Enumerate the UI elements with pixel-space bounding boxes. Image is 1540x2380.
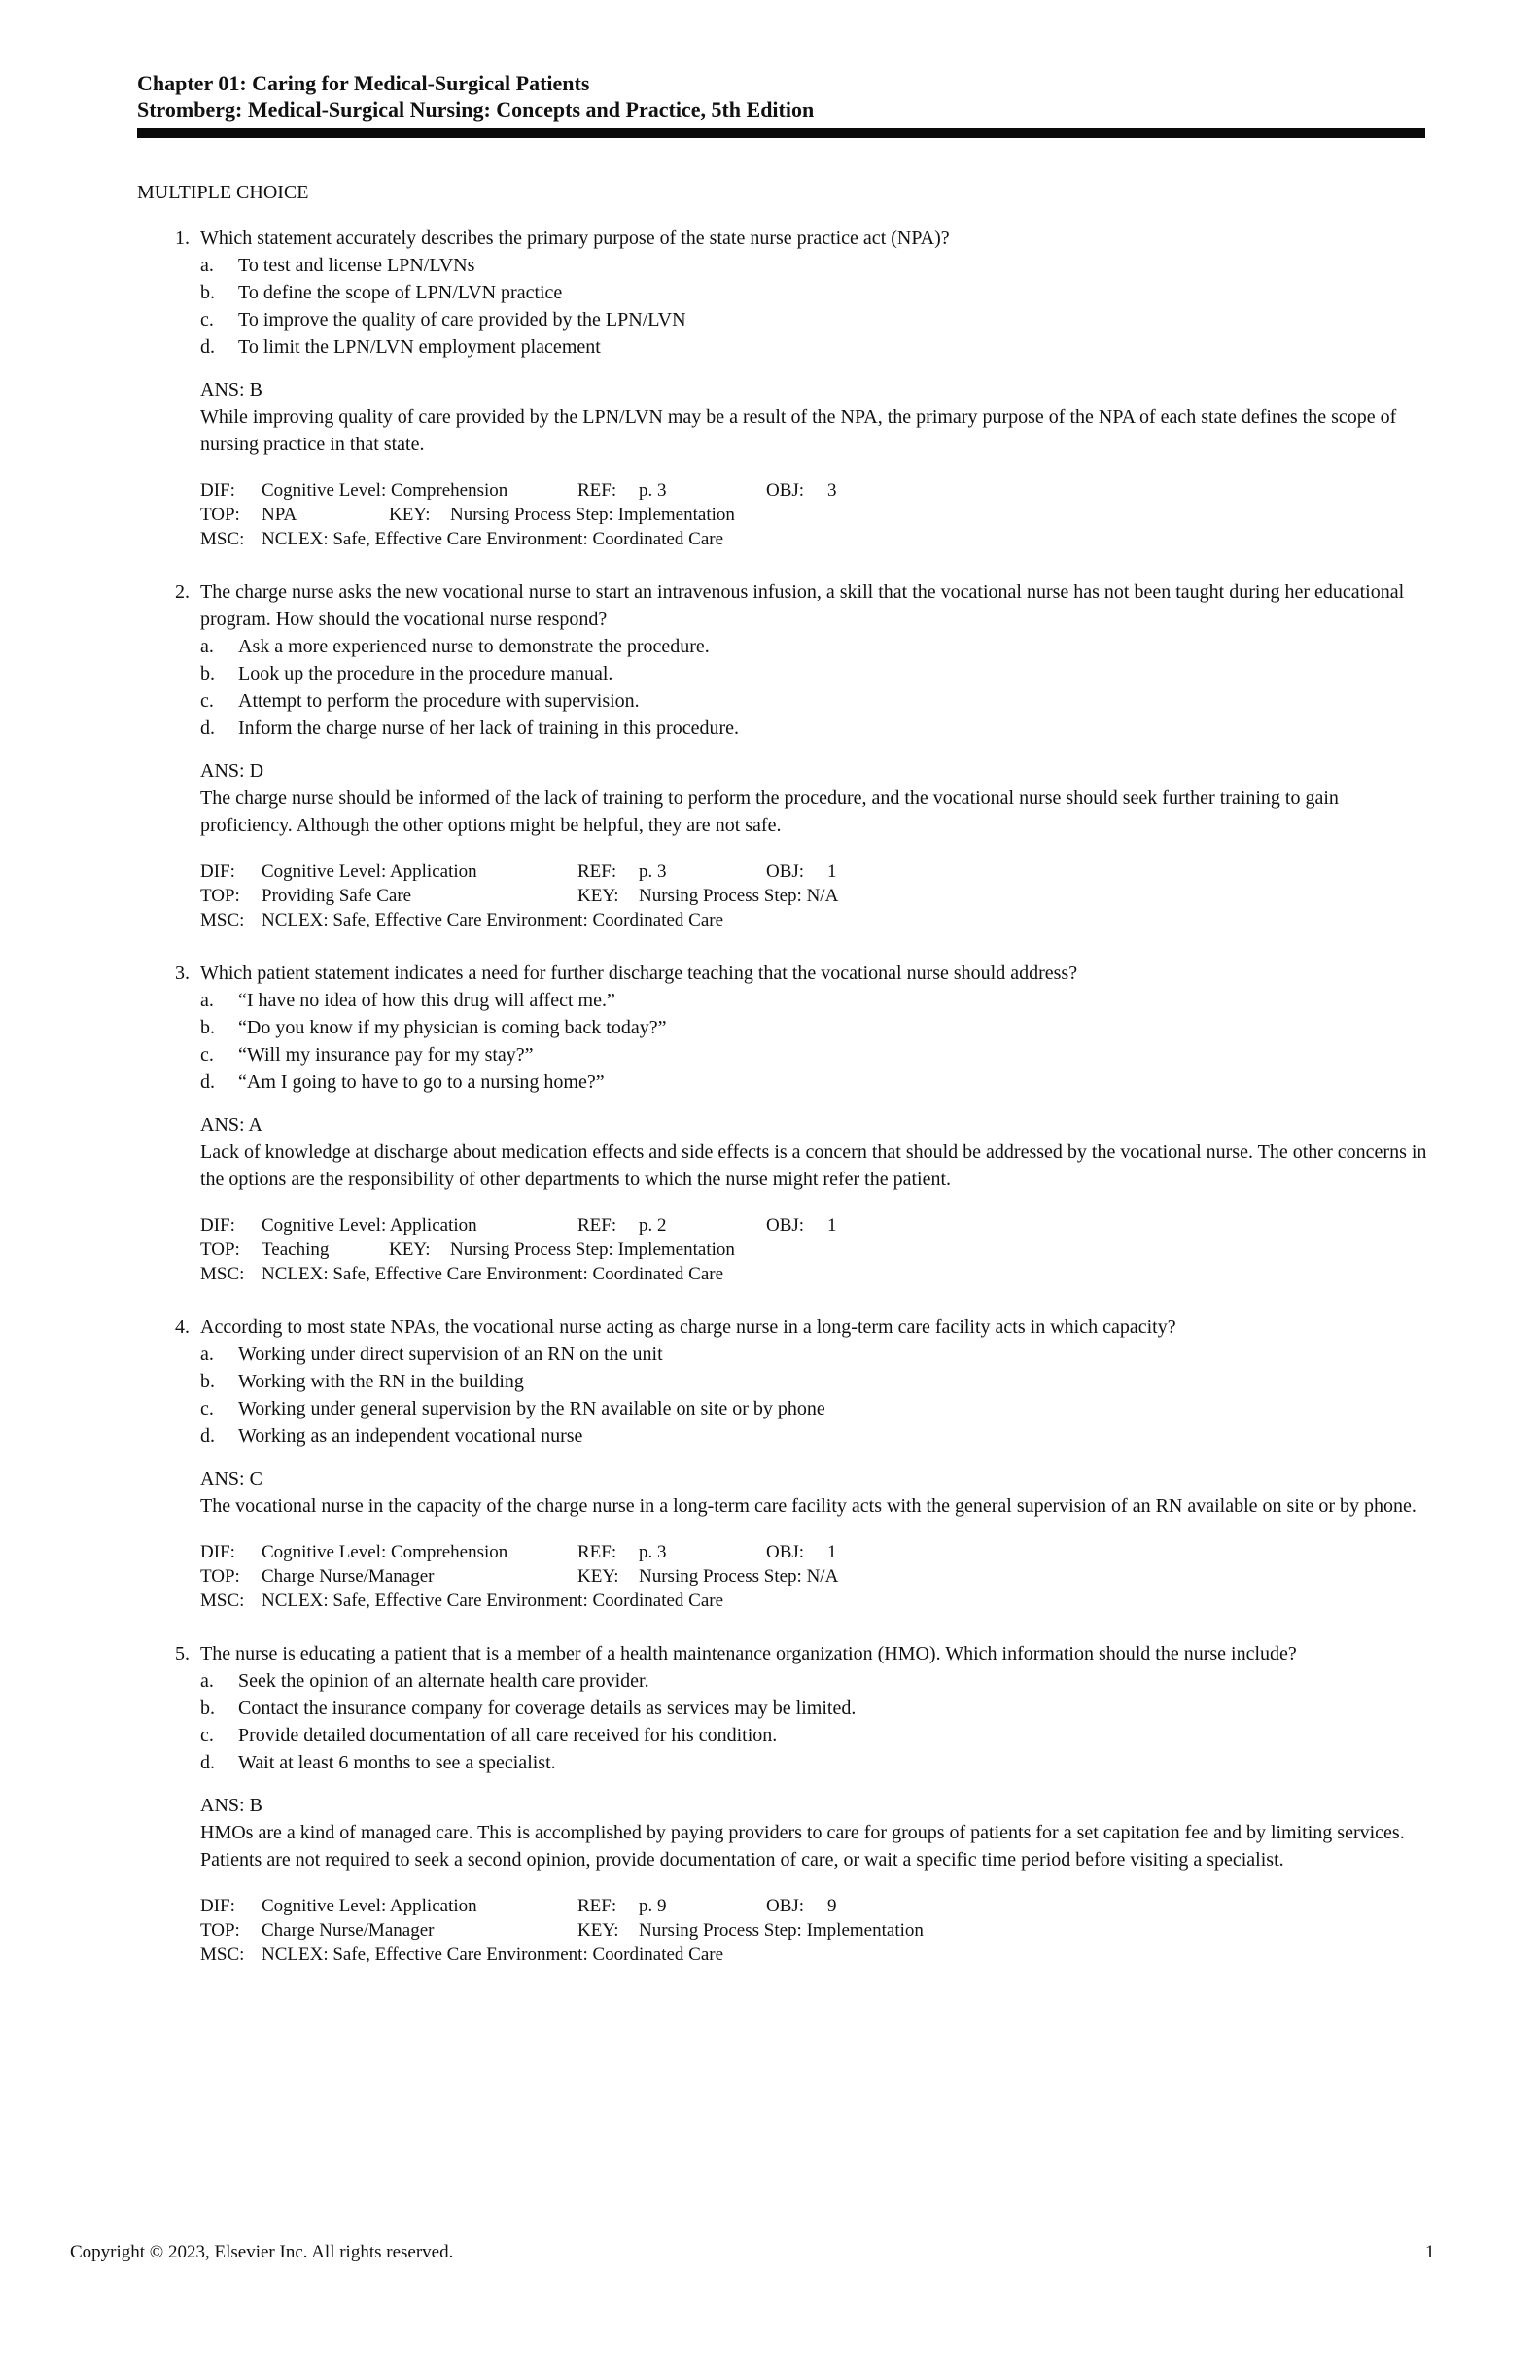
book-title: Stromberg: Medical-Surgical Nursing: Concepts and Practice, 5th Edition [137, 97, 815, 122]
option-a [166, 252, 1430, 279]
option-letter: a. [200, 636, 214, 657]
answer-block [166, 376, 1430, 458]
msc-value: NCLEX: Safe, Effective Care Environment: Coordinated Care [262, 910, 724, 930]
answer-key: ANS: B [200, 379, 262, 401]
option-b [166, 1368, 1430, 1395]
option-d [166, 1749, 1430, 1776]
key-value: Nursing Process Step: Implementation [450, 505, 735, 525]
answer-block [166, 1792, 1430, 1873]
msc-label: MSC: [200, 1264, 245, 1284]
key-value: Nursing Process Step: Implementation [450, 1240, 735, 1260]
option-c [166, 1041, 1430, 1068]
key-label: KEY: [578, 1566, 619, 1587]
option-b [166, 660, 1430, 687]
question-1 [166, 225, 1430, 551]
question-2 [166, 578, 1430, 932]
option-text: “Am I going to have to go to a nursing home?” [238, 1071, 605, 1093]
top-value: Charge Nurse/Manager [262, 1566, 435, 1587]
rationale: The vocational nurse in the capacity of the charge nurse in a long-term care facility acts with the general supervision of an RN available on site or by phone. [200, 1495, 1417, 1517]
option-b [166, 1695, 1430, 1722]
rationale: HMOs are a kind of managed care. This is accomplished by paying providers to care for groups of patients for a set capitation fee and by limiting services. Patients are not required to seek a second opinion, provide documentation of care, or wait a specific time period before visiting a specialist. [200, 1822, 1405, 1871]
ref-value: p. 3 [639, 1542, 667, 1562]
page-number: 1 [1425, 2242, 1435, 2262]
key-label: KEY: [389, 1240, 431, 1260]
obj-label: OBJ: [766, 861, 805, 882]
option-letter: a. [200, 255, 214, 276]
option-letter: a. [200, 990, 214, 1011]
ref-value: p. 2 [639, 1215, 667, 1236]
ref-label: REF: [578, 1542, 617, 1562]
option-text: “Will my insurance pay for my stay?” [238, 1044, 534, 1066]
top-label: TOP: [200, 1566, 240, 1587]
question-number: 5. [175, 1643, 190, 1664]
option-letter: b. [200, 1371, 215, 1392]
question-number: 3. [175, 962, 190, 984]
copyright-notice: Copyright © 2023, Elsevier Inc. All rights reserved. [70, 2242, 454, 2262]
option-a [166, 1341, 1430, 1368]
option-letter: b. [200, 282, 215, 303]
question-list [166, 225, 1430, 1994]
obj-value: 1 [827, 1542, 837, 1562]
chapter-title: Chapter 01: Caring for Medical-Surgical Patients [137, 71, 590, 95]
msc-label: MSC: [200, 1591, 245, 1611]
option-text: Working as an independent vocational nurse [238, 1425, 583, 1447]
dif-value: Cognitive Level: Comprehension [262, 1542, 508, 1562]
dif-label: DIF: [200, 1542, 235, 1562]
option-b [166, 1014, 1430, 1041]
dif-label: DIF: [200, 861, 235, 882]
rationale: Lack of knowledge at discharge about medication effects and side effects is a concern that should be addressed by the vocational nurse. The other concerns in the options are the responsibility of other departments to which the nurse might refer the patient. [200, 1141, 1427, 1190]
option-letter: c. [200, 1044, 214, 1066]
option-text: Working under direct supervision of an RN on the unit [238, 1344, 663, 1365]
dif-value: Cognitive Level: Application [262, 861, 477, 882]
answer-key: ANS: A [200, 1114, 262, 1136]
option-text: Look up the procedure in the procedure manual. [238, 663, 613, 684]
option-text: Ask a more experienced nurse to demonstrate the procedure. [238, 636, 710, 657]
top-value: Teaching [262, 1240, 330, 1260]
question-3 [166, 960, 1430, 1286]
top-label: TOP: [200, 505, 240, 525]
option-text: Attempt to perform the procedure with supervision. [238, 690, 640, 712]
answer-block [166, 757, 1430, 839]
ref-label: REF: [578, 480, 617, 501]
msc-value: NCLEX: Safe, Effective Care Environment: Coordinated Care [262, 1264, 724, 1284]
key-value: Nursing Process Step: Implementation [639, 1920, 924, 1941]
key-value: Nursing Process Step: N/A [639, 886, 839, 906]
option-text: Working with the RN in the building [238, 1371, 524, 1392]
option-text: “I have no idea of how this drug will affect me.” [238, 990, 615, 1011]
option-letter: c. [200, 1725, 214, 1746]
option-text: “Do you know if my physician is coming back today?” [238, 1017, 667, 1038]
metadata-block [166, 1540, 1430, 1613]
obj-label: OBJ: [766, 1542, 805, 1562]
option-letter: c. [200, 309, 214, 331]
answer-block [166, 1465, 1430, 1520]
option-text: To improve the quality of care provided by the LPN/LVN [238, 309, 686, 331]
option-d [166, 715, 1430, 742]
option-d [166, 1422, 1430, 1450]
dif-value: Cognitive Level: Comprehension [262, 480, 508, 501]
obj-value: 1 [827, 1215, 837, 1236]
question-5 [166, 1640, 1430, 1967]
key-value: Nursing Process Step: N/A [639, 1566, 839, 1587]
option-letter: c. [200, 1398, 214, 1419]
key-label: KEY: [389, 505, 431, 525]
obj-label: OBJ: [766, 1896, 805, 1916]
option-letter: b. [200, 1017, 215, 1038]
option-text: To define the scope of LPN/LVN practice [238, 282, 563, 303]
option-c [166, 687, 1430, 715]
option-b [166, 279, 1430, 306]
obj-value: 9 [827, 1896, 837, 1916]
rationale: While improving quality of care provided by the LPN/LVN may be a result of the NPA, the primary purpose of the NPA of each state defines the scope of nursing practice in that state. [200, 406, 1397, 455]
obj-label: OBJ: [766, 1215, 805, 1236]
dif-label: DIF: [200, 1215, 235, 1236]
option-letter: a. [200, 1670, 214, 1692]
option-d [166, 333, 1430, 361]
metadata-block [166, 859, 1430, 932]
top-label: TOP: [200, 1240, 240, 1260]
msc-label: MSC: [200, 1944, 245, 1965]
answer-key: ANS: D [200, 760, 264, 782]
option-text: Seek the opinion of an alternate health care provider. [238, 1670, 649, 1692]
option-letter: d. [200, 336, 215, 358]
option-letter: b. [200, 1698, 215, 1719]
key-label: KEY: [578, 886, 619, 906]
option-letter: d. [200, 1752, 215, 1773]
msc-value: NCLEX: Safe, Effective Care Environment: Coordinated Care [262, 529, 724, 549]
question-number: 1. [175, 228, 190, 249]
obj-value: 3 [827, 480, 837, 501]
option-c [166, 306, 1430, 333]
ref-value: p. 3 [639, 480, 667, 501]
option-text: To limit the LPN/LVN employment placement [238, 336, 601, 358]
top-value: Charge Nurse/Manager [262, 1920, 435, 1941]
option-a [166, 633, 1430, 660]
msc-label: MSC: [200, 529, 245, 549]
ref-value: p. 3 [639, 861, 667, 882]
option-letter: d. [200, 1071, 215, 1093]
metadata-block [166, 1213, 1430, 1286]
question-text: According to most state NPAs, the vocational nurse acting as charge nurse in a long-term care facility acts in which capacity? [200, 1316, 1176, 1338]
option-d [166, 1068, 1430, 1096]
option-a [166, 987, 1430, 1014]
top-label: TOP: [200, 886, 240, 906]
dif-value: Cognitive Level: Application [262, 1215, 477, 1236]
ref-label: REF: [578, 1215, 617, 1236]
msc-value: NCLEX: Safe, Effective Care Environment: Coordinated Care [262, 1944, 724, 1965]
ref-label: REF: [578, 861, 617, 882]
header-rule [137, 128, 1425, 138]
option-c [166, 1722, 1430, 1749]
option-text: To test and license LPN/LVNs [238, 255, 475, 276]
option-letter: a. [200, 1344, 214, 1365]
option-text: Wait at least 6 months to see a specialist. [238, 1752, 556, 1773]
option-letter: d. [200, 1425, 215, 1447]
msc-label: MSC: [200, 910, 245, 930]
dif-label: DIF: [200, 480, 235, 501]
answer-key: ANS: B [200, 1795, 262, 1816]
question-4 [166, 1313, 1430, 1613]
metadata-block [166, 1894, 1430, 1967]
obj-label: OBJ: [766, 480, 805, 501]
ref-value: p. 9 [639, 1896, 667, 1916]
option-c [166, 1395, 1430, 1422]
option-text: Provide detailed documentation of all care received for his condition. [238, 1725, 778, 1746]
section-title: MULTIPLE CHOICE [137, 182, 309, 203]
option-text: Inform the charge nurse of her lack of training in this procedure. [238, 718, 739, 739]
top-value: NPA [262, 505, 298, 525]
answer-key: ANS: C [200, 1468, 262, 1489]
option-letter: c. [200, 690, 214, 712]
key-label: KEY: [578, 1920, 619, 1941]
question-text: Which statement accurately describes the primary purpose of the state nurse practice act (NPA)? [200, 228, 950, 249]
question-number: 2. [175, 581, 190, 603]
question-text: Which patient statement indicates a need for further discharge teaching that the vocational nurse should address? [200, 962, 1078, 984]
metadata-block [166, 478, 1430, 551]
question-number: 4. [175, 1316, 190, 1338]
obj-value: 1 [827, 861, 837, 882]
dif-value: Cognitive Level: Application [262, 1896, 477, 1916]
ref-label: REF: [578, 1896, 617, 1916]
option-letter: d. [200, 718, 215, 739]
option-letter: b. [200, 663, 215, 684]
option-text: Contact the insurance company for coverage details as services may be limited. [238, 1698, 857, 1719]
top-label: TOP: [200, 1920, 240, 1941]
page-header [137, 70, 1425, 122]
question-text: The charge nurse asks the new vocational nurse to start an intravenous infusion, a skill that the vocational nurse has not been taught during her educational program. How should the vocational nurse respond? [200, 581, 1405, 630]
option-a [166, 1667, 1430, 1695]
msc-value: NCLEX: Safe, Effective Care Environment: Coordinated Care [262, 1591, 724, 1611]
question-text: The nurse is educating a patient that is a member of a health maintenance organization (HMO). Which information should the nurse include? [200, 1643, 1297, 1664]
option-text: Working under general supervision by the RN available on site or by phone [238, 1398, 825, 1419]
rationale: The charge nurse should be informed of the lack of training to perform the procedure, and the vocational nurse should seek further training to gain proficiency. Although the other options might be helpful, they are not safe. [200, 788, 1339, 836]
top-value: Providing Safe Care [262, 886, 412, 906]
dif-label: DIF: [200, 1896, 235, 1916]
answer-block [166, 1111, 1430, 1193]
